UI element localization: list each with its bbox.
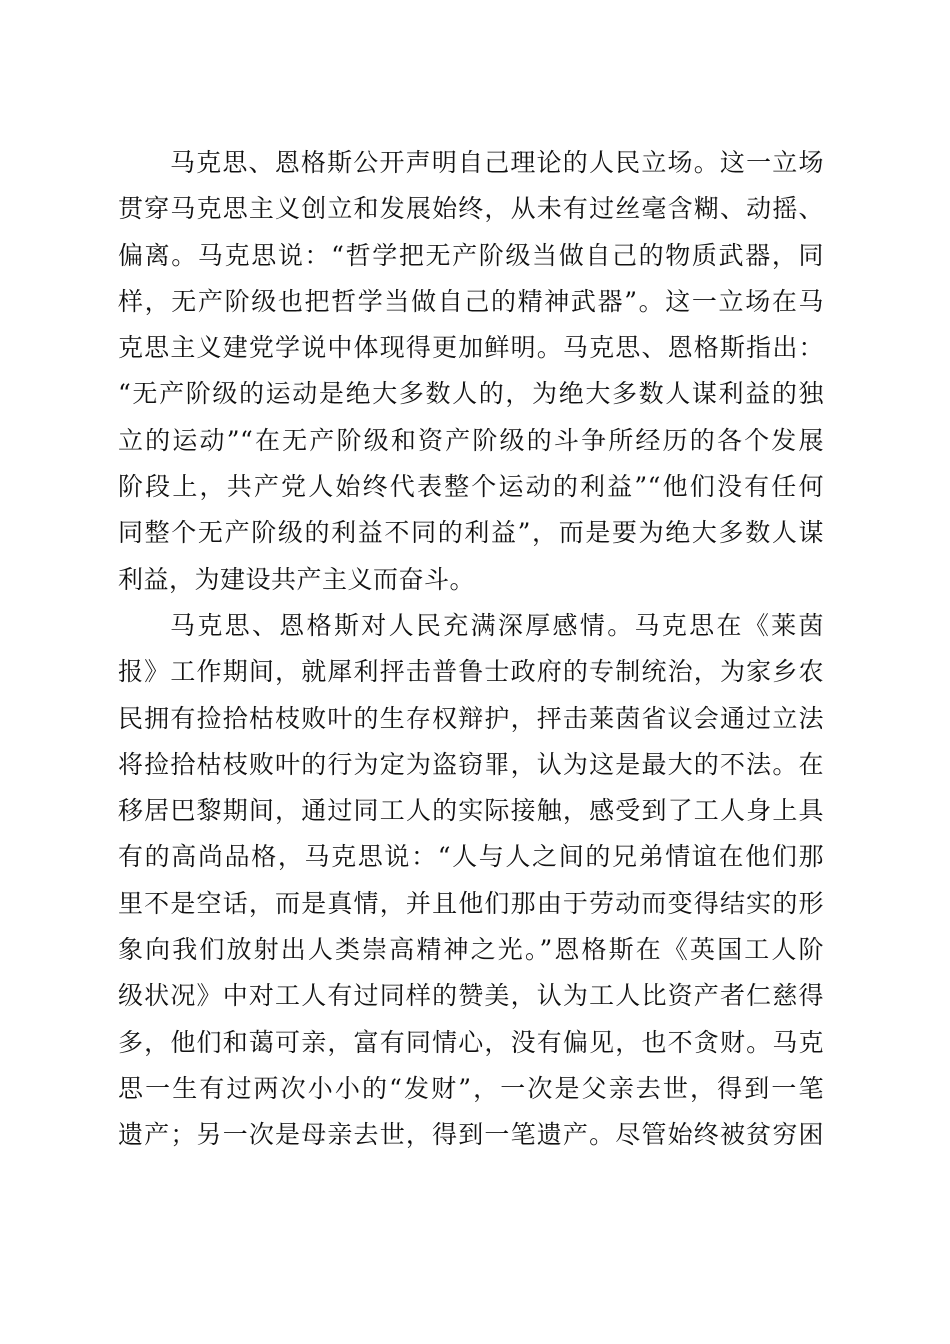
document-page — [118, 140, 824, 1159]
paragraph-2 — [118, 603, 824, 1159]
text-line: 象向我们放射出人类崇高精神之光。”恩格斯在《英国工人阶 — [118, 935, 824, 965]
text-line: 里不是空话，而是真情，并且他们那由于劳动而变得结实的形 — [118, 888, 824, 918]
text-line: 立的运动”“在无产阶级和资产阶级的斗争所经历的各个发展 — [118, 425, 824, 455]
text-line: 克思主义建党学说中体现得更加鲜明。马克思、恩格斯指出： — [118, 333, 824, 363]
text-line: 样，无产阶级也把哲学当做自己的精神武器”。这一立场在马 — [118, 286, 824, 316]
text-line: “无产阶级的运动是绝大多数人的，为绝大多数人谋利益的独 — [118, 379, 824, 409]
text-line: 思一生有过两次小小的“发财”，一次是父亲去世，得到一笔 — [118, 1073, 824, 1103]
text-line: 同整个无产阶级的利益不同的利益”，而是要为绝大多数人谋 — [118, 518, 824, 548]
text-line: 遗产；另一次是母亲去世，得到一笔遗产。尽管始终被贫穷困 — [118, 1120, 824, 1150]
text-line: 阶段上，共产党人始终代表整个运动的利益”“他们没有任何 — [118, 472, 824, 502]
text-line: 马克思、恩格斯公开声明自己理论的人民立场。这一立场 — [170, 148, 824, 177]
text-line: 民拥有捡拾枯枝败叶的生存权辩护，抨击莱茵省议会通过立法 — [118, 703, 824, 733]
text-line: 利益，为建设共产主义而奋斗。 — [118, 564, 476, 594]
text-line: 移居巴黎期间，通过同工人的实际接触，感受到了工人身上具 — [118, 796, 824, 826]
text-line: 贯穿马克思主义创立和发展始终，从未有过丝毫含糊、动摇、 — [118, 194, 824, 224]
text-line: 马克思、恩格斯对人民充满深厚感情。马克思在《莱茵 — [170, 610, 824, 640]
text-line: 偏离。马克思说：“哲学把无产阶级当做自己的物质武器，同 — [118, 240, 824, 270]
text-line: 级状况》中对工人有过同样的赞美，认为工人比资产者仁慈得 — [118, 981, 824, 1011]
paragraph-1 — [118, 140, 824, 603]
text-line: 有的高尚品格，马克思说：“人与人之间的兄弟情谊在他们那 — [118, 842, 824, 872]
text-line: 报》工作期间，就犀利抨击普鲁士政府的专制统治，为家乡农 — [118, 657, 824, 687]
text-line: 多，他们和蔼可亲，富有同情心，没有偏见，也不贪财。马克 — [118, 1027, 824, 1057]
text-line: 将捡拾枯枝败叶的行为定为盗窃罪，认为这是最大的不法。在 — [118, 749, 824, 779]
